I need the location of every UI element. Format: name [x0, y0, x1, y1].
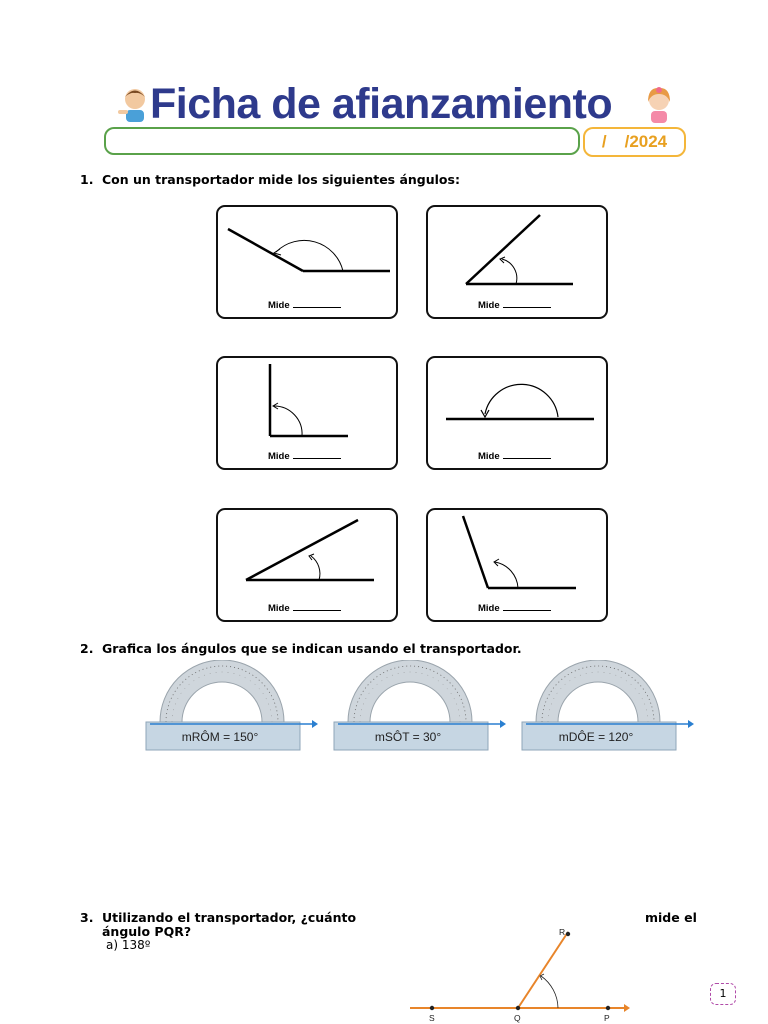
- label-s: S: [429, 1013, 435, 1023]
- mide-text: Mide: [478, 451, 500, 462]
- angle-pqr-diagram: [400, 920, 640, 1024]
- question-1: [80, 172, 460, 187]
- mide-label: [478, 451, 551, 462]
- mide-text: Mide: [478, 603, 500, 614]
- mide-text: Mide: [268, 603, 290, 614]
- boy-avatar-icon: [118, 86, 152, 124]
- mide-label: [268, 300, 341, 311]
- answer-blank[interactable]: [503, 458, 551, 459]
- angle-arc: [541, 976, 558, 1008]
- question-3-text-line2: ángulo PQR?: [102, 924, 192, 939]
- question-3-text-right: mide el: [645, 910, 697, 925]
- angle-card-1: [216, 205, 398, 319]
- mide-label: [268, 603, 341, 614]
- protractor-2[interactable]: [330, 660, 490, 754]
- mide-label: [478, 300, 551, 311]
- angle-card-2: [426, 205, 608, 319]
- protractor-3[interactable]: [518, 660, 678, 754]
- date-slash: /: [601, 132, 607, 151]
- answer-blank[interactable]: [503, 610, 551, 611]
- arrow-p: [624, 1004, 630, 1012]
- label-r: R: [559, 927, 566, 937]
- point-q: [516, 1006, 520, 1010]
- answer-blank[interactable]: [293, 307, 341, 308]
- answer-blank[interactable]: [293, 458, 341, 459]
- page-title: Ficha de afianzamiento: [150, 80, 613, 128]
- question-1-number: 1.: [80, 172, 94, 187]
- date-field[interactable]: [583, 127, 686, 157]
- protractor-1[interactable]: [142, 660, 302, 754]
- girl-avatar-icon: [642, 86, 676, 124]
- point-s: [430, 1006, 434, 1010]
- point-r: [566, 932, 570, 936]
- question-2-number: 2.: [80, 641, 94, 656]
- answer-blank[interactable]: [293, 610, 341, 611]
- point-p: [606, 1006, 610, 1010]
- label-p: P: [604, 1013, 610, 1023]
- date-year: /2024: [624, 132, 668, 151]
- mide-text: Mide: [268, 300, 290, 311]
- question-3: [80, 910, 356, 925]
- question-2: [80, 641, 522, 656]
- mide-text: Mide: [268, 451, 290, 462]
- angle-card-5: [216, 508, 398, 622]
- answer-option-a[interactable]: a) 138º: [106, 938, 151, 952]
- question-3-text: Utilizando el transportador, ¿cuánto: [102, 910, 357, 925]
- mide-label: [268, 451, 341, 462]
- question-2-text: Grafica los ángulos que se indican usando el transportador.: [102, 641, 522, 656]
- angle-card-6: [426, 508, 608, 622]
- protractor-2-label: mSÔT = 30°: [374, 730, 442, 744]
- name-field[interactable]: [104, 127, 580, 155]
- angle-card-4: [426, 356, 608, 470]
- mide-label: [478, 603, 551, 614]
- ray-qr: [518, 932, 568, 1008]
- question-3-number: 3.: [80, 910, 94, 925]
- question-1-text: Con un transportador mide los siguientes ángulos:: [102, 172, 460, 187]
- label-q: Q: [514, 1013, 521, 1023]
- page-number: 1: [710, 983, 736, 1005]
- angle-card-3: [216, 356, 398, 470]
- protractor-1-label: mRÔM = 150°: [181, 730, 259, 744]
- mide-text: Mide: [478, 300, 500, 311]
- protractor-3-label: mDÔE = 120°: [558, 730, 634, 744]
- answer-blank[interactable]: [503, 307, 551, 308]
